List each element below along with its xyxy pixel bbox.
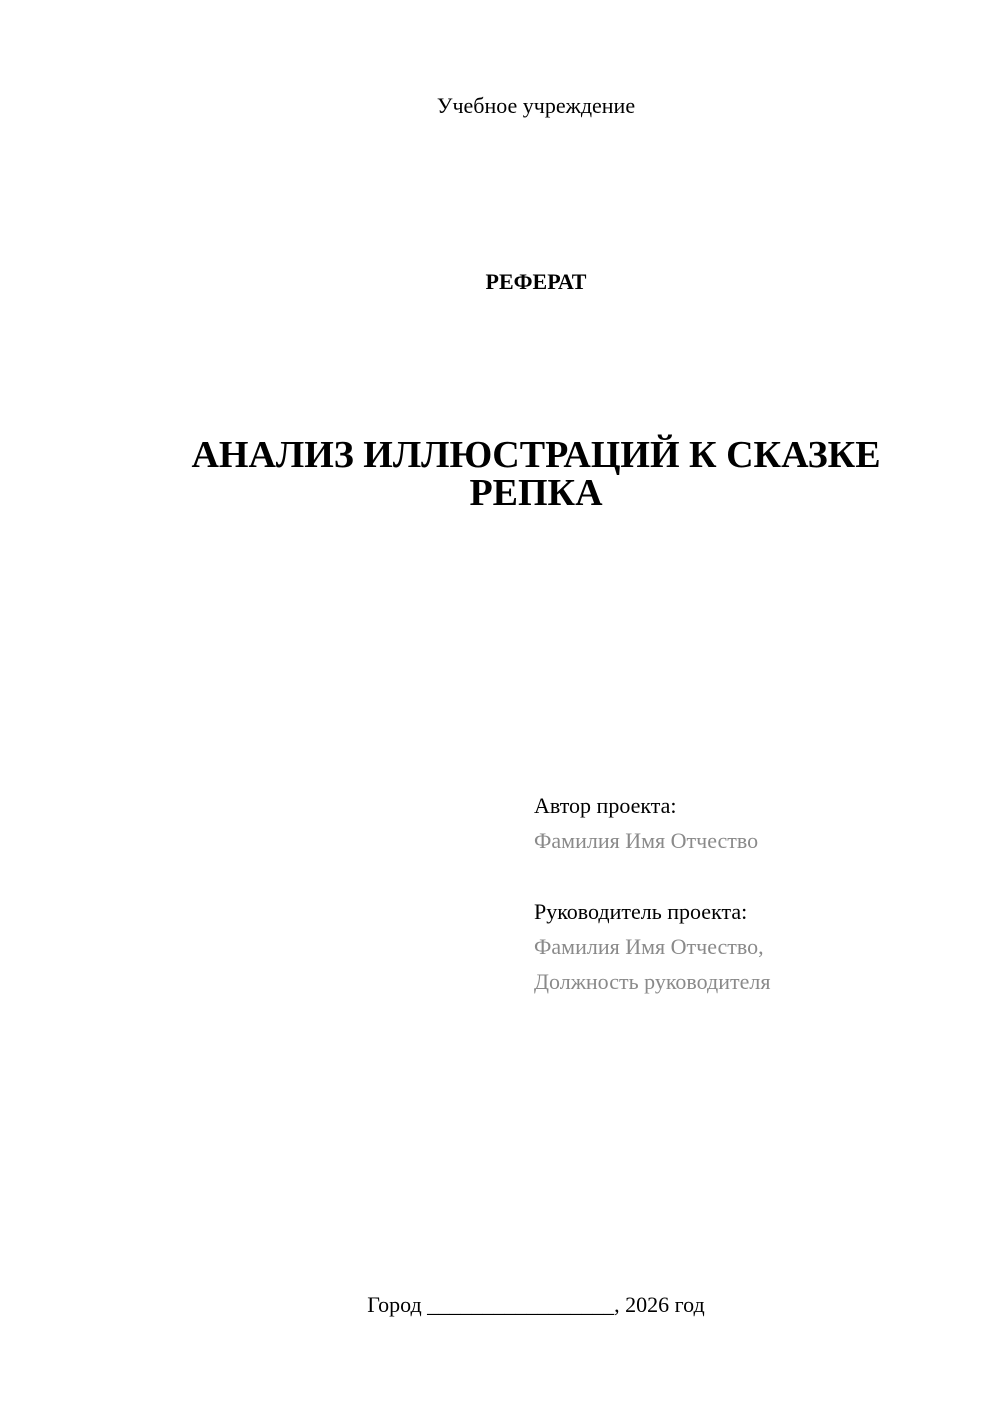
institution-name: Учебное учреждение: [436, 93, 636, 118]
project-info: [534, 788, 974, 999]
city-year-line: Город _________________, 2026 год: [367, 1292, 705, 1317]
document-title: [0, 436, 1000, 512]
spacer: [534, 858, 974, 894]
supervisor-label: Руководитель проекта:: [534, 899, 748, 924]
document-type: РЕФЕРАТ: [485, 269, 587, 294]
author-label: Автор проекта:: [534, 793, 677, 818]
supervisor-position: Должность руководителя: [534, 969, 771, 994]
supervisor-name: Фамилия Имя Отчество,: [534, 934, 764, 959]
document-title-line-1: АНАЛИЗ ИЛЛЮСТРАЦИЙ К СКАЗКЕ: [191, 434, 881, 476]
author-name: Фамилия Имя Отчество: [534, 828, 759, 853]
document-title-line-2: РЕПКА: [469, 472, 603, 514]
